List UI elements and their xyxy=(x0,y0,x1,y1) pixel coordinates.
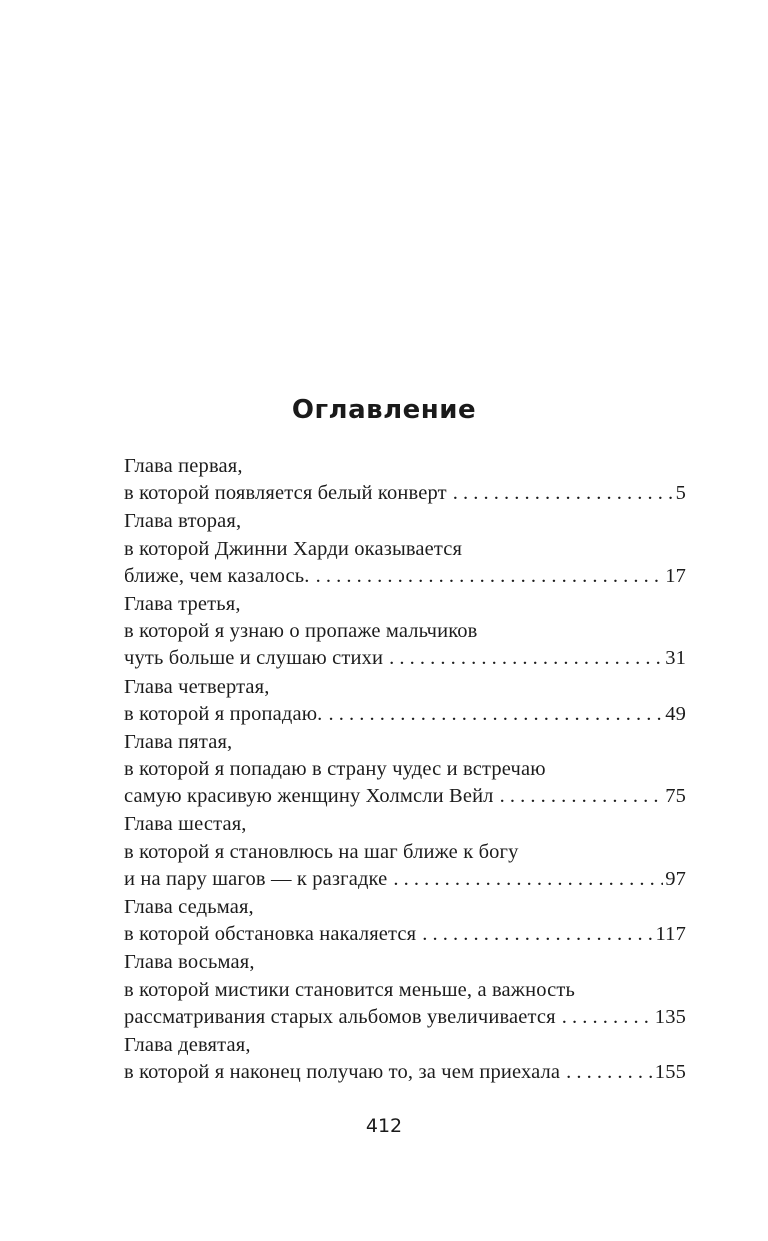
chapter-subtitle: в которой обстановка накаляется xyxy=(124,923,417,946)
chapter-subtitle: рассматривания старых альбомов увеличивается xyxy=(124,1005,556,1028)
chapter-page-number: 135 xyxy=(654,1005,686,1028)
chapter-page-number: 17 xyxy=(665,564,686,587)
dot-leader xyxy=(328,701,663,728)
dot-leader xyxy=(562,1004,653,1031)
chapter-page-number: 117 xyxy=(655,923,686,946)
chapter-subtitle-line: в которой Джинни Харди оказывается xyxy=(124,537,463,560)
chapter-heading: Глава шестая, xyxy=(124,813,247,836)
chapter-subtitle: чуть больше и слушаю стихи xyxy=(124,647,384,670)
dot-leader xyxy=(422,921,653,948)
page-title: Оглавление xyxy=(291,395,477,425)
chapter-subtitle-line: в которой мистики становится меньше, а важность xyxy=(124,978,576,1001)
chapter-page-number: 31 xyxy=(665,647,686,670)
chapter-heading: Глава восьмая, xyxy=(124,951,255,974)
toc-entry-chapter-1[interactable] xyxy=(124,453,686,507)
chapter-heading: Глава третья, xyxy=(124,592,241,615)
chapter-page-number: 97 xyxy=(665,867,686,890)
dot-leader xyxy=(389,645,663,672)
table-of-contents xyxy=(124,453,686,1087)
chapter-page-number: 75 xyxy=(665,785,686,808)
toc-entry-chapter-4[interactable] xyxy=(124,674,686,728)
chapter-subtitle-line: в которой я становлюсь на шаг ближе к богу xyxy=(124,840,519,863)
chapter-heading: Глава вторая, xyxy=(124,510,242,533)
chapter-subtitle: в которой появляется белый конверт xyxy=(124,482,447,505)
chapter-subtitle-line: в которой я попадаю в страну чудес и встречаю xyxy=(124,758,546,781)
dot-leader xyxy=(453,480,674,507)
toc-entry-chapter-7[interactable] xyxy=(124,894,686,948)
chapter-heading: Глава седьмая, xyxy=(124,896,254,918)
toc-entry-chapter-6[interactable] xyxy=(124,811,686,893)
chapter-subtitle: ближе, чем казалось. xyxy=(124,564,310,587)
chapter-subtitle: в которой я наконец получаю то, за чем приехала xyxy=(124,1061,561,1084)
toc-entry-chapter-9[interactable] xyxy=(124,1032,686,1086)
toc-entry-chapter-5[interactable] xyxy=(124,729,686,811)
dot-leader xyxy=(393,866,663,893)
dot-leader xyxy=(566,1059,653,1086)
toc-entry-chapter-3[interactable] xyxy=(124,591,686,673)
page-number: 412 xyxy=(365,1115,403,1137)
chapter-page-number: 49 xyxy=(665,702,686,725)
dot-leader xyxy=(316,563,664,590)
chapter-heading: Глава первая, xyxy=(124,455,243,477)
chapter-page-number: 155 xyxy=(654,1061,686,1084)
dot-leader xyxy=(500,783,664,810)
toc-entry-chapter-2[interactable] xyxy=(124,508,686,590)
chapter-subtitle: самую красивую женщину Холмсли Вейл xyxy=(124,785,494,808)
chapter-page-number: 5 xyxy=(675,482,686,505)
chapter-heading: Глава четвертая, xyxy=(124,675,270,698)
chapter-subtitle: в которой я пропадаю. xyxy=(124,702,323,725)
chapter-subtitle-line: в которой я узнаю о пропаже мальчиков xyxy=(124,620,478,643)
toc-entry-chapter-8[interactable] xyxy=(124,949,686,1031)
chapter-heading: Глава пятая, xyxy=(124,730,233,753)
chapter-subtitle: и на пару шагов — к разгадке xyxy=(124,867,388,890)
chapter-heading: Глава девятая, xyxy=(124,1033,251,1056)
